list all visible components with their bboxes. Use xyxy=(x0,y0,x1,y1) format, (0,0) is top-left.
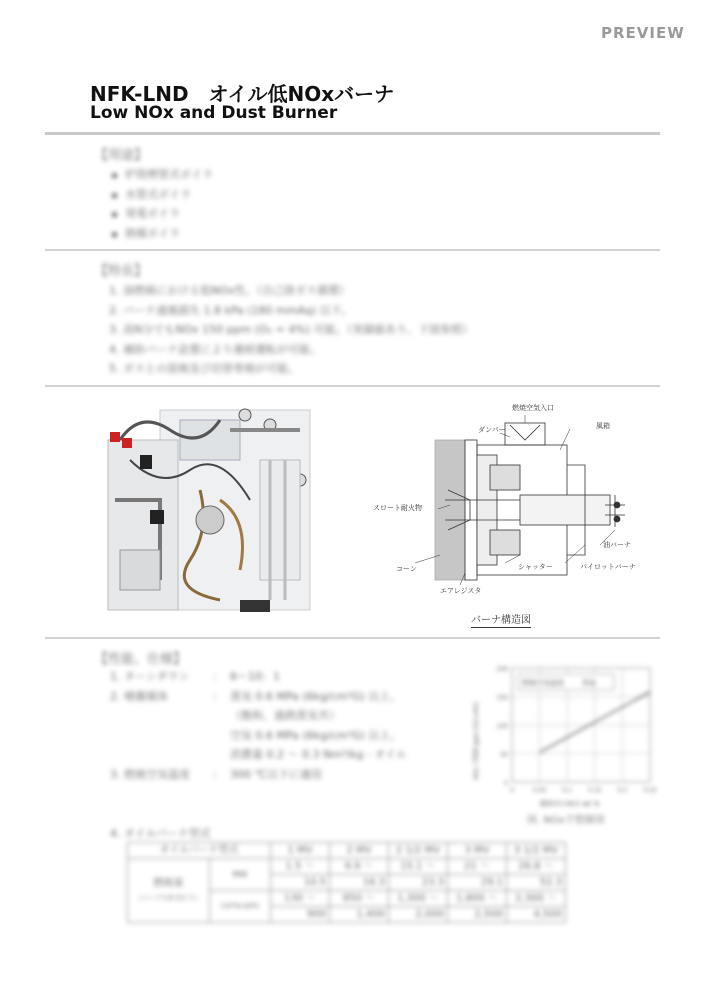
list-item: 1. 油燃焼における低NOx性。（自己排ガス循環） xyxy=(109,284,350,297)
performance-spec-list xyxy=(110,667,470,784)
label-windbox: 風箱 xyxy=(596,422,610,430)
features-section xyxy=(95,260,473,379)
nox-prediction-chart xyxy=(470,662,660,832)
label-shutter: シャッター xyxy=(518,563,553,571)
list-item: ◆ 発電ボイラ xyxy=(111,207,180,220)
table-header-cell: オイルバーナ型式 xyxy=(128,843,271,859)
burner-structure-diagram xyxy=(370,395,660,630)
row-label: 燃焼量 xyxy=(153,877,184,889)
y-tick-label: 100 xyxy=(496,723,508,730)
list-item: 5. ガスとの混焼及び切替専焼が可能。 xyxy=(109,362,299,375)
x-tick-label: 0.25 xyxy=(643,787,657,794)
unit-cell: (10³kcal/h) xyxy=(209,891,270,923)
spec-row: 2. 噴霧媒体 ： 蒸気 0.6 MPa (6kg/cm²G) 以上、 xyxy=(110,689,402,703)
uses-list xyxy=(111,165,213,243)
table-cell: 2,500 xyxy=(448,907,507,923)
x-tick-label: 0 xyxy=(510,787,514,794)
burner-table-title: 4. オイルバーナ型式 xyxy=(110,827,211,840)
table-cell: 2,300 ～ xyxy=(507,891,566,907)
label-air-register: エアレジスタ xyxy=(440,587,482,595)
table-header-row xyxy=(128,843,566,859)
spec-row: 消費量 0.2 ～ 0.3 Nm³/kg - オイル xyxy=(230,748,407,761)
x-tick-label: 0.05 xyxy=(532,787,547,794)
x-tick-label: 0.15 xyxy=(588,787,602,794)
label-air-inlet: 燃焼空気入口 xyxy=(512,404,554,412)
list-item: 4. 補助バーナ設置により連続運転が可能。 xyxy=(109,342,321,356)
table-header-cell: 2 1/2 MV xyxy=(389,843,448,859)
preview-watermark: PREVIEW xyxy=(601,24,685,42)
table-header-cell: 2 MV xyxy=(330,843,389,859)
y-tick-label: 150 xyxy=(496,694,508,702)
label-pilot-burner: パイロットバーナ xyxy=(580,563,636,571)
label-cone: コーン xyxy=(396,565,417,573)
title-divider xyxy=(45,132,660,135)
table-header-cell: 3 1/2 MV xyxy=(507,843,566,859)
table-row xyxy=(128,859,566,875)
table-cell: 900 xyxy=(271,907,330,923)
spec-row: 3. 燃焼空気温度 ： 300 ℃以下に適用 xyxy=(110,767,322,781)
spec-row: 1. ターンダウン ： 6～10：1 xyxy=(110,670,280,683)
table-cell: 52.3 xyxy=(507,875,566,891)
row-sublabel: （バーナ1本当たり） xyxy=(134,893,203,902)
nox-chart-caption: 図. NOx予想線図 xyxy=(527,815,605,826)
table-cell: 1,800 ～ xyxy=(448,891,507,907)
uses-heading: 【用途】 xyxy=(95,148,148,163)
chart-x-axis-label: 燃料中のN分 wt % xyxy=(540,800,600,808)
row-label-cell xyxy=(128,859,210,923)
features-list xyxy=(109,281,473,379)
table-cell: 23.3 xyxy=(389,875,448,891)
legend-label-temperature: 燃焼空気温度 xyxy=(522,679,564,687)
table-cell: 2,000 xyxy=(389,907,448,923)
burner-photo xyxy=(100,400,320,622)
table-cell: 29.1 xyxy=(448,875,507,891)
performance-heading: 【性能、仕様】 xyxy=(95,652,187,667)
table-header-cell: 3 MV xyxy=(448,843,507,859)
label-damper: ダンパー xyxy=(478,426,506,434)
burner-type-table xyxy=(127,842,566,923)
table-cell: 26.8 ～ xyxy=(507,859,566,875)
label-throat: スロート耐火物 xyxy=(373,504,422,512)
table-cell: 9.9 ～ xyxy=(330,859,389,875)
x-tick-label: 0.1 xyxy=(562,787,572,794)
section-divider xyxy=(45,637,660,639)
features-heading: 【特長】 xyxy=(95,264,148,279)
x-tick-labels xyxy=(510,787,657,794)
list-item: ◆ 熱媒ボイラ xyxy=(111,226,180,240)
y-tick-labels xyxy=(497,666,509,787)
x-tick-label: 0.2 xyxy=(617,787,628,794)
table-cell: 1,300 ～ xyxy=(389,891,448,907)
section-divider xyxy=(45,385,660,387)
label-oil-burner: 油バーナ xyxy=(603,541,631,549)
legend-label-ambient: 常温 xyxy=(582,679,596,687)
list-item: 3. 高N分でもNOx 150 ppm (O₂ = 4%) 可能。（実績値あり、下図参照） xyxy=(109,323,474,336)
list-item: 2. バーナ通風損失 1.8 kPa (180 mmAq) 以下。 xyxy=(109,303,353,317)
page-title: NFK-LND オイル低NOxバーナ xyxy=(90,82,395,106)
y-tick-label: 50 xyxy=(500,751,508,759)
table-cell: 16.3 xyxy=(330,875,389,891)
section-divider xyxy=(45,249,660,251)
list-item: ◆ 炉筒煙管式ボイラ xyxy=(111,168,213,181)
y-tick-label: 200 xyxy=(496,666,508,673)
table-cell: 1,400 xyxy=(330,907,389,923)
performance-heading-wrap xyxy=(95,648,186,667)
diagram-caption: バーナ構造図 xyxy=(471,611,531,628)
table-cell: 1.5 ～ xyxy=(271,859,330,875)
list-item: ◆ 水管式ボイラ xyxy=(111,187,191,201)
table-cell: 10.5 xyxy=(271,875,330,891)
uses-section xyxy=(95,144,213,243)
table-cell: 21 ～ xyxy=(448,859,507,875)
table-header-cell: 1 MV xyxy=(271,843,330,859)
table-cell: 15.1 ～ xyxy=(389,859,448,875)
page-subtitle: Low NOx and Dust Burner xyxy=(90,103,338,123)
spec-row: 空気 0.6 MPa (6kg/cm²G) 以上、 xyxy=(230,728,402,742)
spec-row: （飽和、過熱蒸気共） xyxy=(230,709,340,722)
y-tick-label: 0 xyxy=(504,780,508,787)
unit-cell: MW xyxy=(209,859,270,891)
table-cell: 4,500 xyxy=(507,907,566,923)
chart-y-axis-label: NOx 予想値 ppm (O2=4%) xyxy=(473,702,480,780)
table-cell: 850 ～ xyxy=(330,891,389,907)
table-cell: 130 ～ xyxy=(271,891,330,907)
